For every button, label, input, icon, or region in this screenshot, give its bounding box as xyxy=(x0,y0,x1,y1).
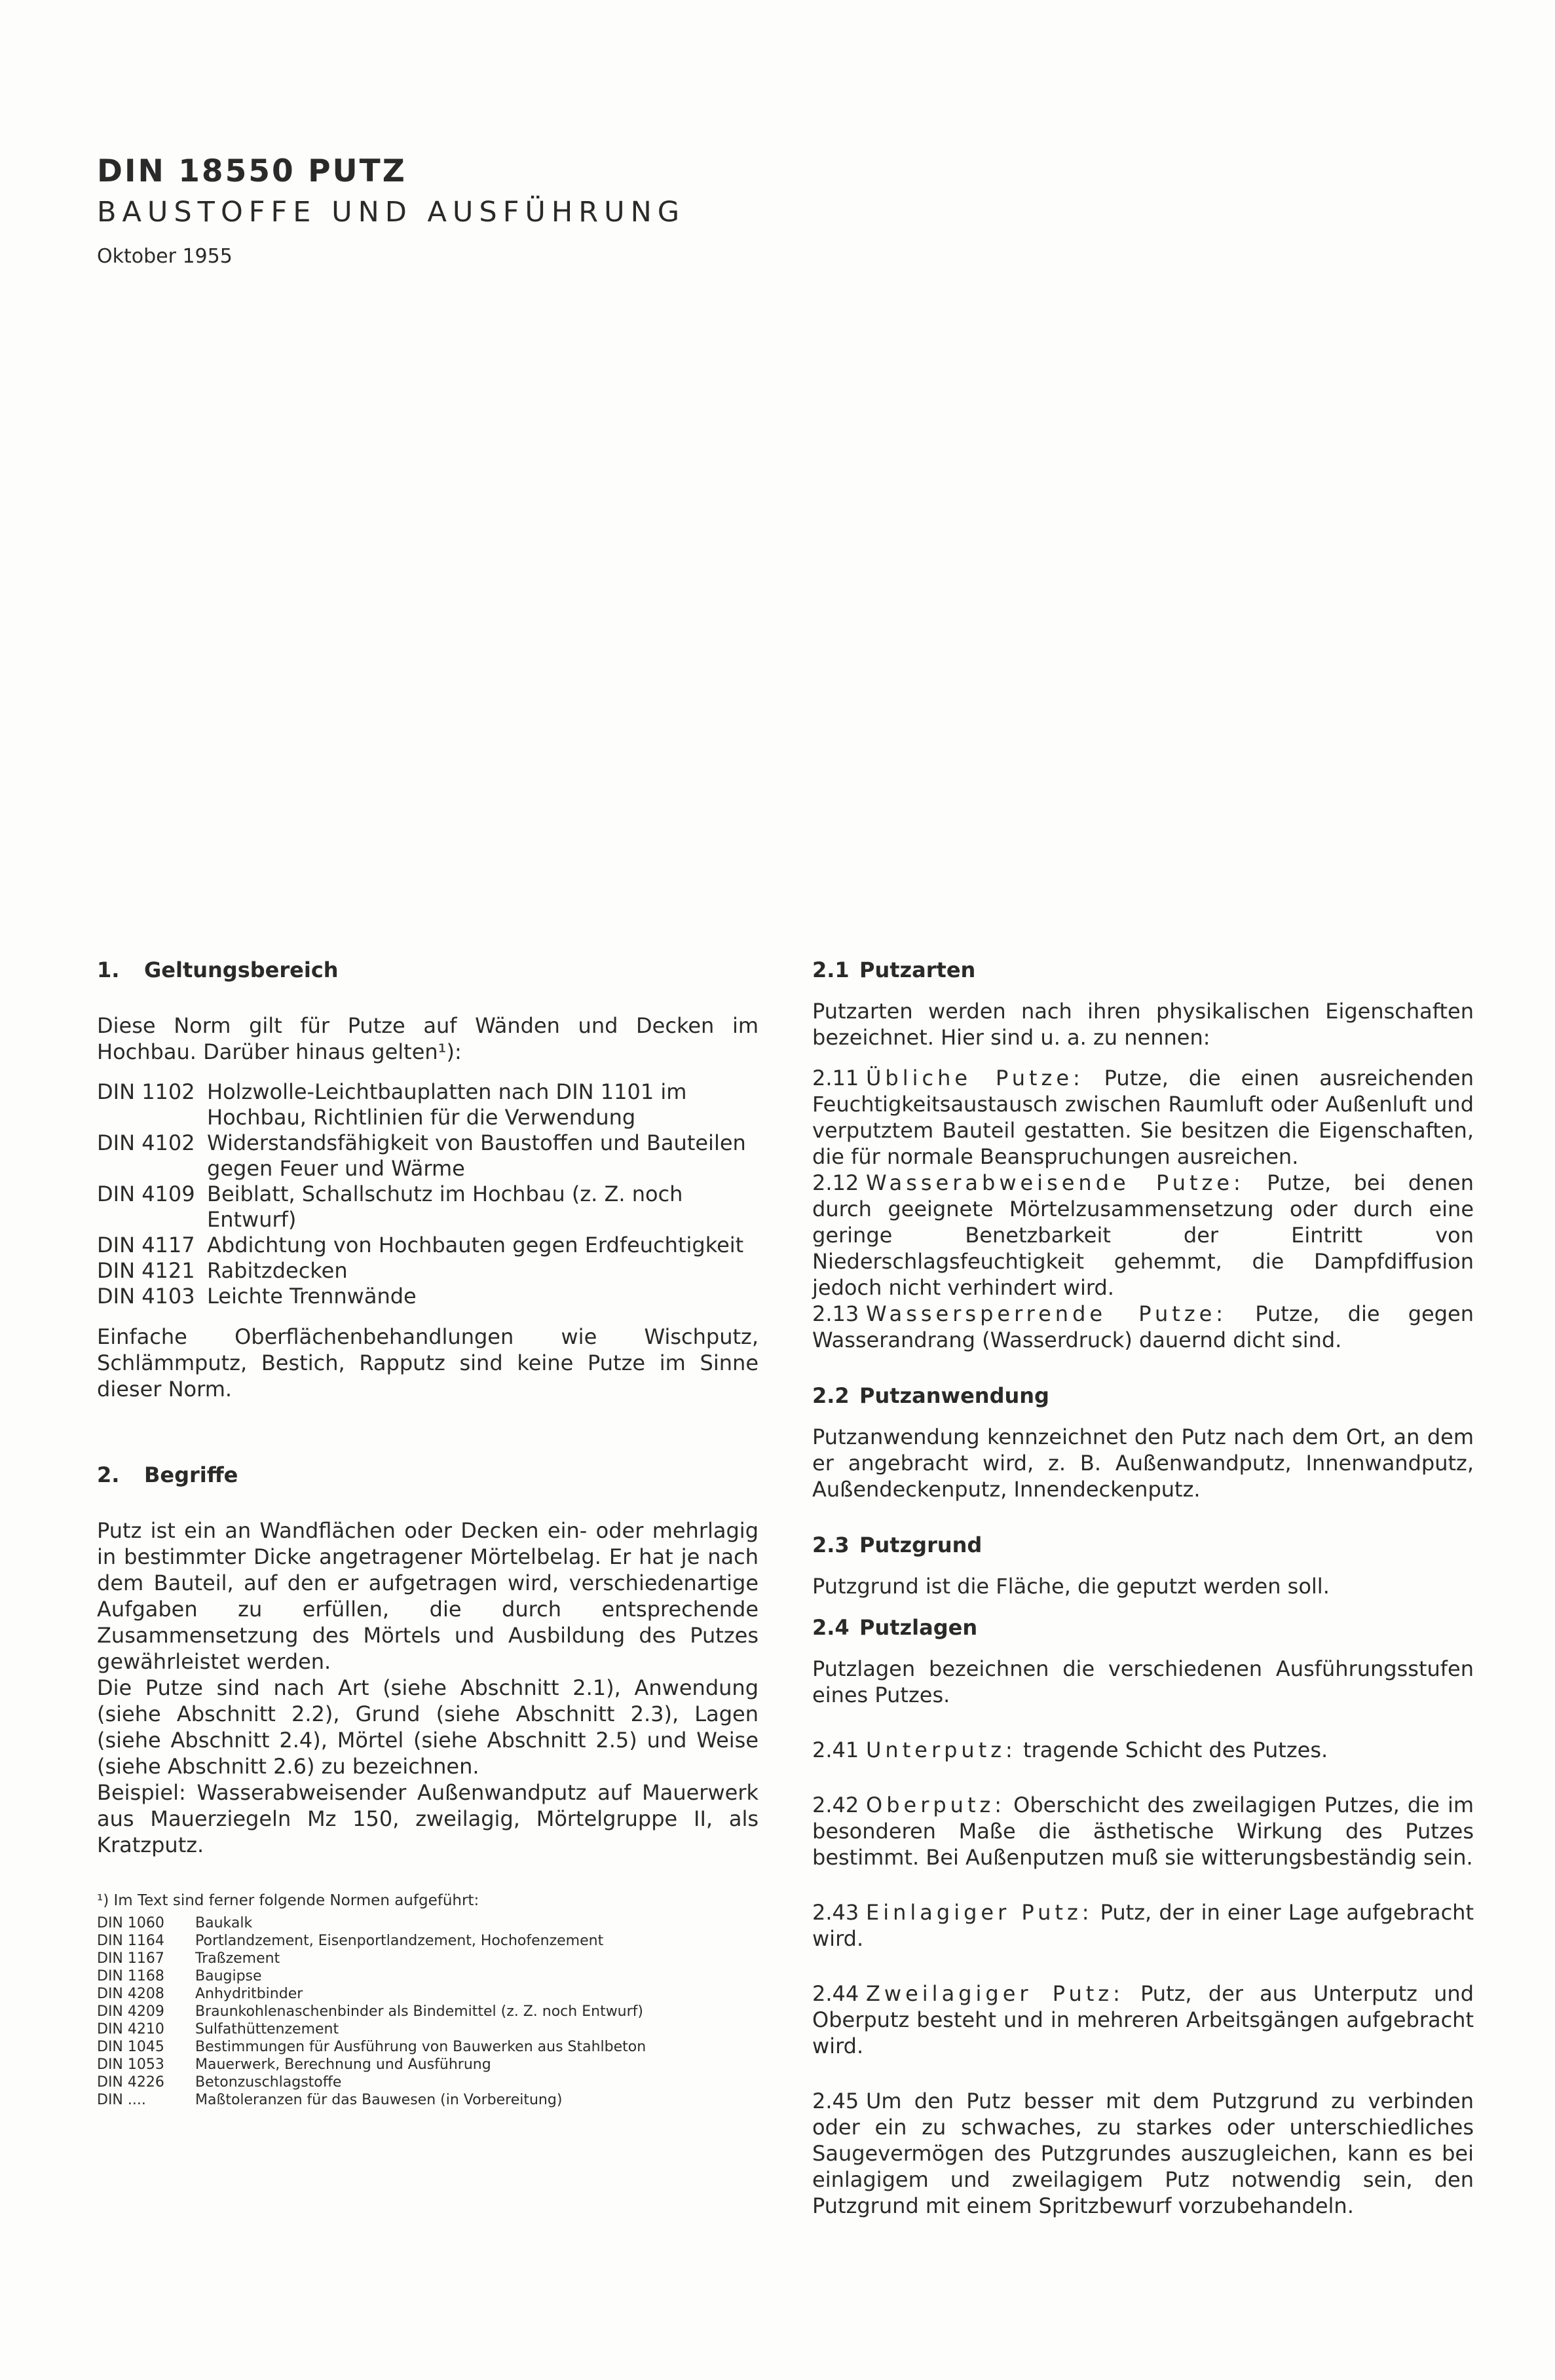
norm-item: DIN 4117 Abdichtung von Hochbauten gegen Erdfeuchtigkeit xyxy=(97,1233,744,1257)
section-1-intro: Diese Norm gilt für Putze auf Wänden und Decken im Hochbau. Darüber hinaus gelten¹): xyxy=(97,1013,759,1064)
right-column xyxy=(812,956,1474,2219)
section-heading-2: 2. Begriffe xyxy=(97,1462,238,1487)
definition-2-41: 2.41 Unterputz: tragende Schicht des Putzes. xyxy=(812,1738,1328,1762)
definition-2-42: 2.42 Oberputz: Oberschicht des zweilagigen Putzes, die im besonderen Maße die ästhetische Wirkung des Putzes bestimmt. Bei Außenputzen muß sie witterungsbeständig sein. xyxy=(812,1793,1474,1870)
section-1-outro: Einfache Oberflächenbehandlungen wie Wischputz, Schlämmputz, Bestich, Rapputz sind keine Putze im Sinne dieser Norm. xyxy=(97,1324,759,1402)
definition-2-12: 2.12 Wasserabweisende Putze: Putze, bei denen durch geeignete Mörtelzusammensetzung oder durch eine geringe Benetzbarkeit der Eintritt von Niederschlagsfeuchtigkeit gehemmt, die Dampfdiffusion jedoch nicht verhindert wird. xyxy=(812,1170,1474,1300)
norm-item: DIN 4103 Leichte Trennwände xyxy=(97,1284,417,1309)
section-2-paragraph: Die Putze sind nach Art (siehe Abschnitt 2.1), Anwendung (siehe Abschnitt 2.2), Grund (siehe Abschnitt 2.3), Lagen (siehe Abschnitt 2.4), Mörtel (siehe Abschnitt 2.5) und Weise (siehe Abschnitt 2.6) zu bezeichnen. xyxy=(97,1675,759,1779)
definition-2-13: 2.13 Wassersperrende Putze: Putze, die gegen Wasserandrang (Wasserdruck) dauernd dicht sind. xyxy=(812,1301,1474,1352)
footnote-intro: ¹) Im Text sind ferner folgende Normen aufgeführt: xyxy=(97,1892,479,1909)
footnote-item: DIN 1045 Bestimmungen für Ausführung von Bauwerken aus Stahlbeton xyxy=(97,2039,646,2055)
footnote-item: DIN 1053 Mauerwerk, Berechnung und Ausführung xyxy=(97,2056,491,2073)
section-2-4-text: Putzlagen bezeichnen die verschiedenen Ausführungsstufen eines Putzes. xyxy=(812,1656,1474,1707)
section-heading-2-3: 2.3 Putzgrund xyxy=(812,1533,983,1557)
footnote-item: DIN 4210 Sulfathüttenzement xyxy=(97,2021,339,2037)
norm-item: DIN 1102 Holzwolle-Leichtbauplatten nach DIN 1101 im Hochbau, Richtlinien für die Verwendung xyxy=(97,1079,687,1130)
footnote-item: DIN 1167 Traßzement xyxy=(97,1950,280,1967)
document-subtitle: BAUSTOFFE UND AUSFÜHRUNG xyxy=(97,196,686,229)
definition-2-43: 2.43 Einlagiger Putz: Putz, der in einer Lage aufgebracht wird. xyxy=(812,1900,1474,1951)
footnote-item: DIN 1164 Portlandzement, Eisenportlandzement, Hochofenzement xyxy=(97,1933,604,1949)
footnote-item: DIN .... Maßtoleranzen für das Bauwesen (in Vorbereitung) xyxy=(97,2092,563,2108)
footnote-item: DIN 4208 Anhydritbinder xyxy=(97,1986,303,2002)
section-heading-1: 1. Geltungsbereich xyxy=(97,958,339,982)
document-header xyxy=(97,152,685,268)
footnote-item: DIN 4226 Betonzuschlagstoffe xyxy=(97,2074,342,2091)
norm-item: DIN 4121 Rabitzdecken xyxy=(97,1258,348,1283)
section-2-2-text: Putzanwendung kennzeichnet den Putz nach dem Ort, an dem er angebracht wird, z. B. Außenwandputz, Innenwandputz, Außendeckenputz, Innendeckenputz. xyxy=(812,1424,1474,1502)
definition-2-44: 2.44 Zweilagiger Putz: Putz, der aus Unterputz und Oberputz besteht und in mehreren Arbeitsgängen aufgebracht wird. xyxy=(812,1981,1474,2058)
document-date: Oktober 1955 xyxy=(97,245,233,268)
section-2-example: Beispiel: Wasserabweisender Außenwandputz auf Mauerwerk aus Mauerziegeln Mz 150, zweilagig, Mörtelgruppe II, als Kratzputz. xyxy=(97,1780,759,1857)
footnote-item: DIN 4209 Braunkohlenaschenbinder als Bindemittel (z. Z. noch Entwurf) xyxy=(97,2003,643,2020)
section-heading-2-1: 2.1 Putzarten xyxy=(812,958,976,982)
definition-2-11: 2.11 Übliche Putze: Putze, die einen ausreichenden Feuchtigkeitsaustausch zwischen Raumluft oder Außenluft und verputztem Bauteil gestatten. Sie besitzen die Eigenschaften, die für normale Beanspruchungen ausreichen. xyxy=(812,1066,1474,1169)
section-2-1-intro: Putzarten werden nach ihren physikalischen Eigenschaften bezeichnet. Hier sind u. a. zu nennen: xyxy=(812,999,1474,1050)
document-title: DIN 18550 PUTZ xyxy=(97,153,407,189)
norm-list xyxy=(97,1079,759,1309)
section-heading-2-4: 2.4 Putzlagen xyxy=(812,1615,978,1640)
section-2-paragraph: Putz ist ein an Wandflächen oder Decken ein- oder mehrlagig in bestimmter Dicke angetragener Mörtelbelag. Er hat je nach dem Bauteil, auf den er aufgetragen wird, verschiedenartige Aufgaben zu erfüllen, die durch entsprechende Zusammensetzung des Mörtels und Ausbildung des Putzes gewährleistet werden. xyxy=(97,1518,759,1674)
definition-2-45: 2.45 Um den Putz besser mit dem Putzgrund zu verbinden oder ein zu schwaches, zu starkes oder unterschiedliches Saugevermögen des Putzgrundes auszugleichen, kann es bei einlagigem und zweilagigem Putz notwendig sein, den Putzgrund mit einem Spritzbewurf vorzubehandeln. xyxy=(812,2089,1474,2218)
section-heading-2-2: 2.2 Putzanwendung xyxy=(812,1383,1049,1408)
footnote xyxy=(97,1891,759,2109)
footnote-item: DIN 1060 Baukalk xyxy=(97,1915,253,1931)
norm-item: DIN 4102 Widerstandsfähigkeit von Baustoffen und Bauteilen gegen Feuer und Wärme xyxy=(97,1130,746,1181)
norm-item: DIN 4109 Beiblatt, Schallschutz im Hochbau (z. Z. noch Entwurf) xyxy=(97,1181,683,1232)
section-2-3-text: Putzgrund ist die Fläche, die geputzt werden soll. xyxy=(812,1574,1330,1599)
footnote-item: DIN 1168 Baugipse xyxy=(97,1968,262,1984)
left-column xyxy=(97,956,759,2109)
footnote-list xyxy=(97,1914,759,2109)
